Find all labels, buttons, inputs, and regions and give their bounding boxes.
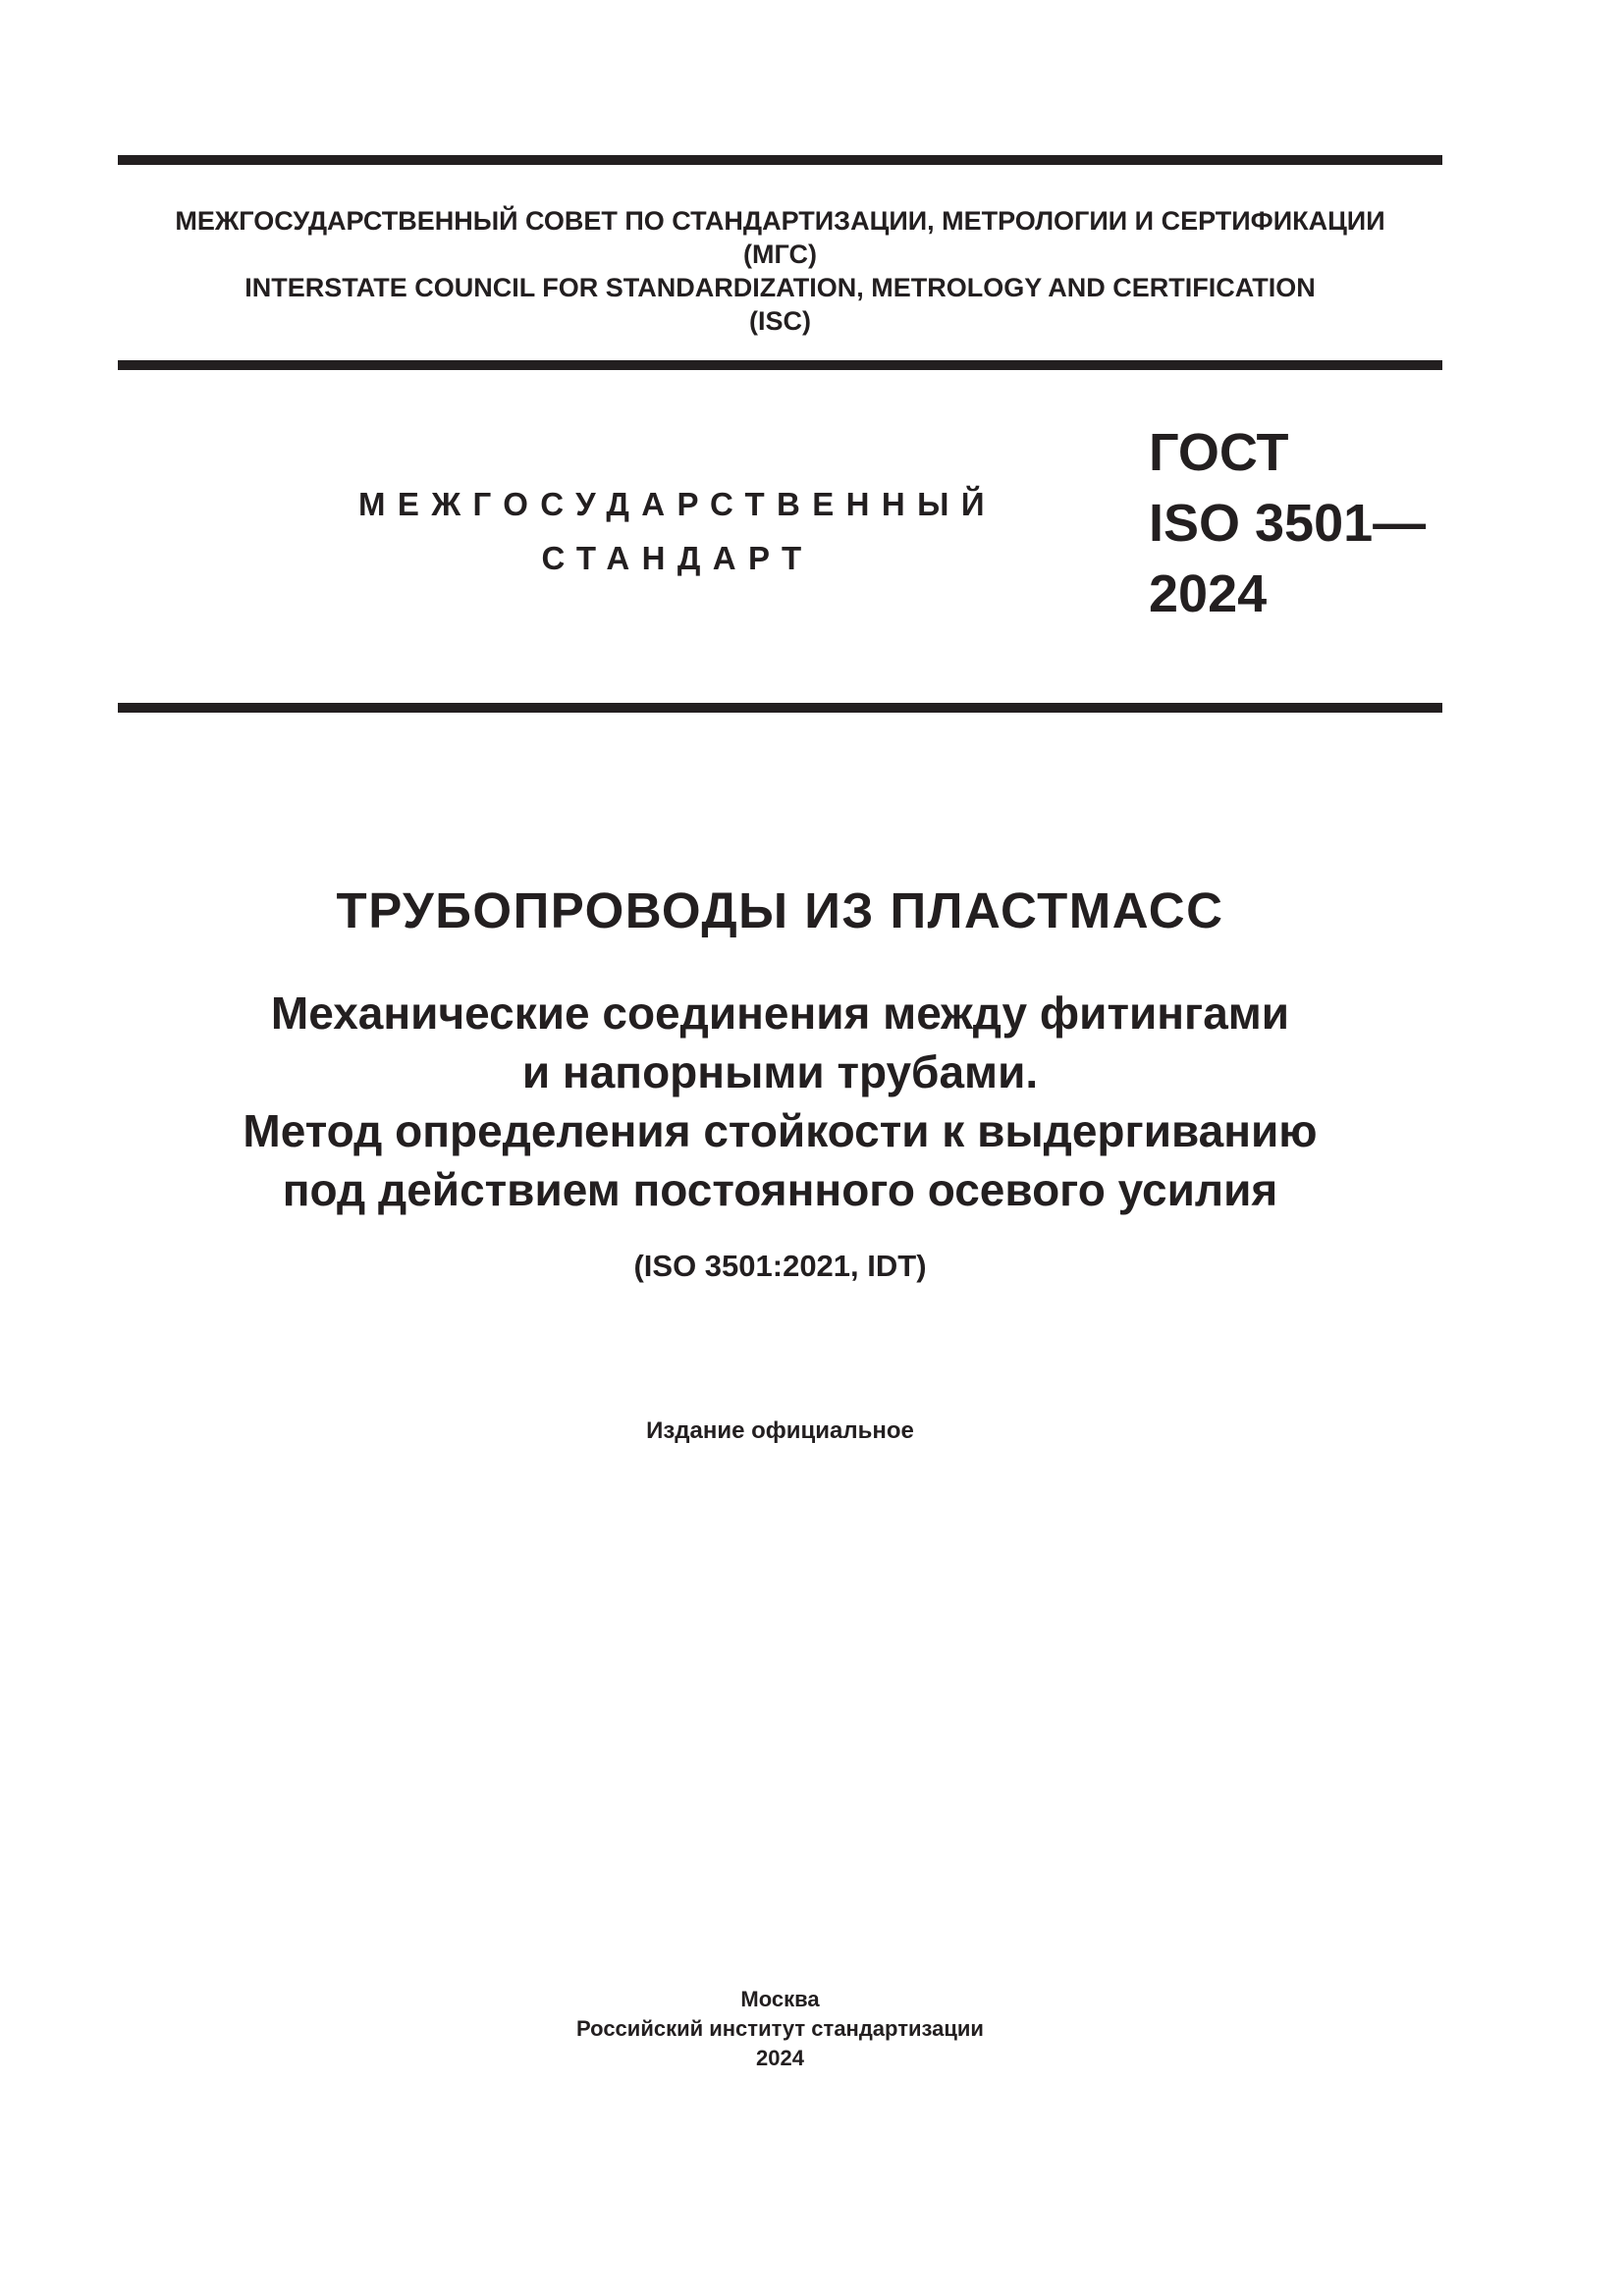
council-name-en: INTERSTATE COUNCIL FOR STANDARDIZATION, METROLOGY AND CERTIFICATION bbox=[244, 273, 1316, 302]
council-name-ru: МЕЖГОСУДАРСТВЕННЫЙ СОВЕТ ПО СТАНДАРТИЗАЦИИ, МЕТРОЛОГИИ И СЕРТИФИКАЦИИ bbox=[175, 206, 1385, 236]
main-title: ТРУБОПРОВОДЫ ИЗ ПЛАСТМАСС bbox=[336, 882, 1224, 938]
publisher-year: 2024 bbox=[756, 2046, 804, 2070]
gost-number bbox=[1149, 417, 1426, 629]
council-header bbox=[118, 204, 1442, 338]
publisher-institute: Российский институт стандартизации bbox=[576, 2016, 984, 2041]
subtitle bbox=[118, 984, 1442, 1219]
gost-number-line1: ГОСТ bbox=[1149, 423, 1289, 482]
council-abbr-en: (ISC) bbox=[749, 306, 811, 336]
council-bottom-rule bbox=[118, 360, 1442, 370]
designation-bottom-rule bbox=[118, 703, 1442, 713]
standard-kind-line1: МЕЖГОСУДАРСТВЕННЫЙ bbox=[358, 486, 997, 522]
standard-kind-line2: СТАНДАРТ bbox=[541, 540, 814, 576]
subtitle-line: под действием постоянного осевого усилия bbox=[282, 1164, 1278, 1215]
gost-number-line2: ISO 3501— bbox=[1149, 494, 1427, 553]
subtitle-line: и напорными трубами. bbox=[521, 1046, 1039, 1097]
publisher bbox=[118, 1985, 1442, 2073]
publisher-city: Москва bbox=[740, 1987, 820, 2011]
council-abbr-ru: (МГС) bbox=[743, 240, 817, 269]
iso-reference: (ISO 3501:2021, IDT) bbox=[633, 1249, 927, 1283]
top-rule bbox=[118, 155, 1442, 165]
subtitle-line: Механические соединения между фитингами bbox=[270, 988, 1290, 1039]
standard-kind bbox=[353, 477, 1001, 585]
subtitle-line: Метод определения стойкости к выдергиванию bbox=[243, 1105, 1318, 1156]
edition-note: Издание официальное bbox=[646, 1417, 914, 1444]
gost-number-line3: 2024 bbox=[1149, 564, 1268, 623]
